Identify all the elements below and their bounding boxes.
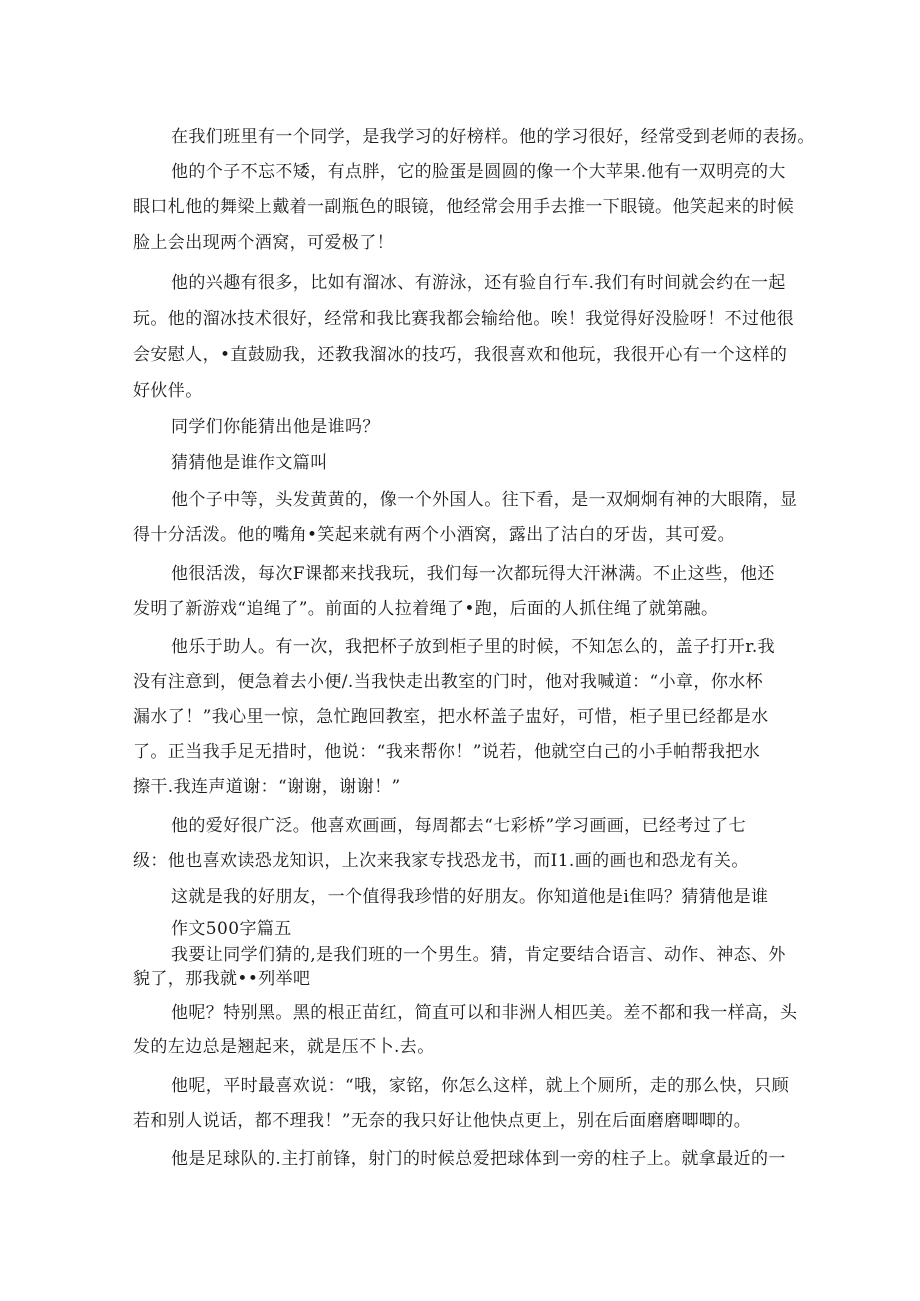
text-line: 他呢？特别黑。黑的根正苗红，简直可以和非洲人相匹美。差不都和我一样高，头 — [171, 1003, 798, 1023]
text-line: 同学们你能猜出他是谁吗？ — [171, 417, 380, 437]
text-line: 发明了新游戏“追绳了”。前面的人拉着绳了•跑，后面的人抓住绳了就第融。 — [133, 599, 719, 619]
text-line: 这就是我的好朋友，一个值得我珍惜的好朋友。你知道他是i隹吗？猜猜他是谁 — [171, 887, 769, 907]
text-line: 他的兴趣有很多，比如有溜冰、有游泳，还有验自行车.我们有时间就会约在一起 — [171, 273, 786, 293]
text-line: 他很活泼，每次F课都来找我玩，我们每一次都玩得大汗淋满。不止这些，他还 — [171, 564, 775, 584]
text-line: 我要让同学们猜的,是我们班的一个男生。猜，肯定要结合语言、动作、神态、外 — [171, 945, 786, 965]
text-line: 他呢，平时最喜欢说：“哦，家铭，你怎么这样，就上个厕所，走的那么快，只顾 — [171, 1076, 790, 1096]
section-heading: 猜猜他是谁作文篇叫 — [171, 453, 328, 473]
text-line: 玩。他的溜冰技术很好，经常和我比赛我都会输给他。唉！我觉得好没脸呀！不过他很 — [133, 309, 795, 329]
text-line: 级：他也喜欢读恐龙知识，上次来我家专找恐龙书，而I1.画的画也和恐龙有关。 — [133, 851, 749, 871]
text-line: 在我们班里有一个同学，是我学习的好榜样。他的学习很好，经常受到老师的表扬。 — [171, 127, 815, 147]
text-line: 他的个子不忘不矮，有点胖，它的脸蛋是圆圆的像一个大苹果.他有一双明亮的大 — [171, 162, 786, 182]
text-line: 没有注意到，便急着去小便/.当我快走出教室的门时，他对我喊道：“小章，你水杯 — [133, 672, 764, 692]
text-line: 他是足球队的.主打前锋，射门的时候总爱把球体到一旁的柱子上。就拿最近的一 — [171, 1149, 786, 1169]
text-line: 擦干.我连声道谢：“谢谢，谢谢！” — [133, 777, 401, 797]
text-line: 发的左边总是翘起来，就是压不卜.去。 — [133, 1037, 435, 1057]
text-line: 漏水了！”我心里一惊，急忙跑回教室，把水杯盖子盅好，可惜，柜子里已经都是水 — [133, 707, 769, 727]
text-line: 会安慰人，•直鼓励我，还教我溜冰的技巧，我很喜欢和他玩，我很开心有一个这样的 — [133, 345, 788, 365]
text-line: 他乐于助人。有一次，我把杯子放到柜子里的时候，不知怎么的，盖子打开r.我 — [171, 637, 776, 657]
text-line: 他的爱好很广泛。他喜欢画画，每周都去“七彩桥”学习画画，已经考过了七 — [171, 816, 746, 836]
text-line: 脸上会出现两个酒窝，可爱极了！ — [133, 233, 394, 253]
text-line: 貌了，那我就••列举吧 — [133, 969, 311, 989]
text-line: 他个子中等，头发黄黄的，像一个外国人。往下看，是一双炯炯有神的大眼隋，显 — [171, 490, 798, 510]
text-line: 得十分活泼。他的嘴角•笑起来就有两个小酒窝，露出了沽白的牙齿，其可爱。 — [133, 525, 736, 545]
section-heading: 作文500字篇五 — [171, 919, 292, 939]
text-line: 了。正当我手足无措时，他说：“我来帮你！”说若，他就空白己的小手帕帮我把水 — [133, 742, 761, 762]
text-line: 眼口札他的舞梁上戴着一副瓶色的眼镜，他经常会用手去推一下眼镜。他笑起来的时候 — [133, 197, 795, 217]
text-line: 好伙伴。 — [133, 381, 203, 401]
text-line: 若和别人说话，都不理我！”无奈的我只好让他快点更上，别在后面磨磨唧唧的。 — [133, 1111, 752, 1131]
